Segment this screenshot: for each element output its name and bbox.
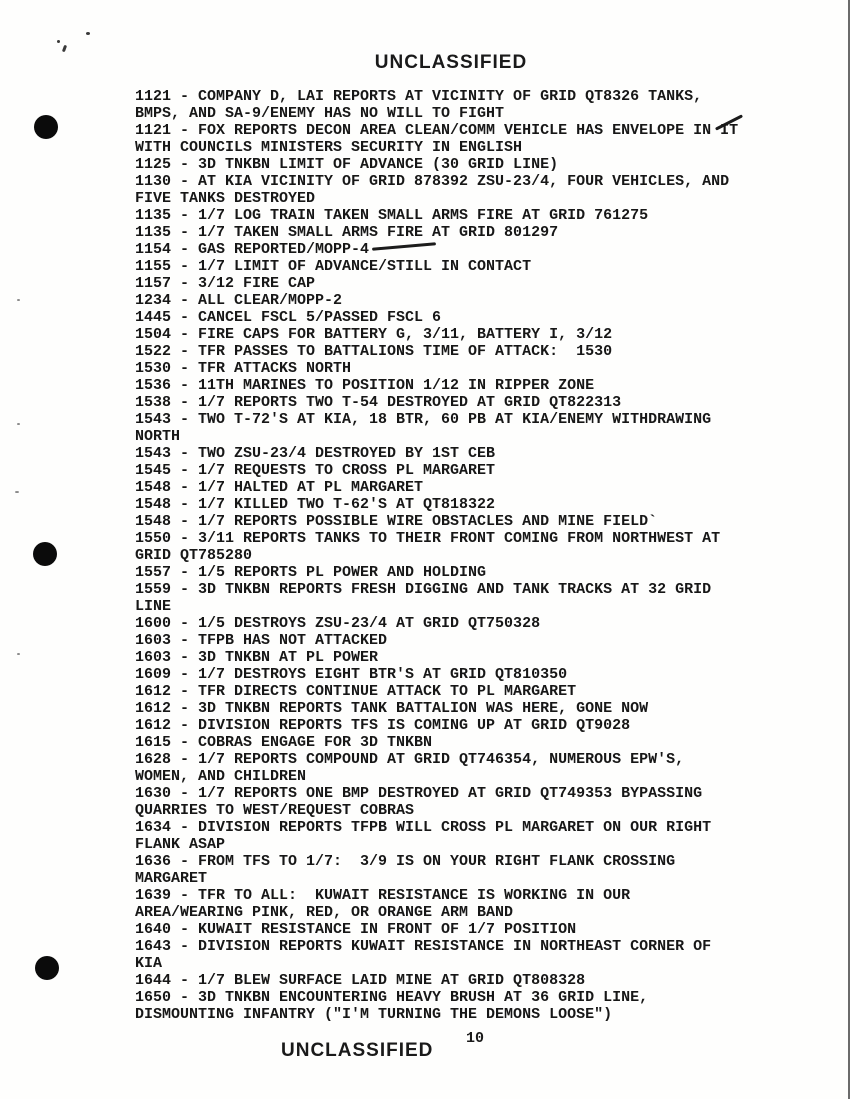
page-number: 10 xyxy=(466,1030,485,1047)
hole-punch-bottom xyxy=(35,956,59,980)
log-entry: 1644 - 1/7 BLEW SURFACE LAID MINE AT GRID QT808328 xyxy=(135,972,586,989)
log-entry: 1550 - 3/11 REPORTS TANKS TO THEIR FRONT COMING FROM NORTHWEST AT GRID QT785280 xyxy=(135,530,730,564)
log-entry: 1543 - TWO ZSU-23/4 DESTROYED BY 1ST CEB xyxy=(135,445,496,462)
log-entry: 1538 - 1/7 REPORTS TWO T-54 DESTROYED AT GRID QT822313 xyxy=(135,394,622,411)
log-entry: 1125 - 3D TNKBN LIMIT OF ADVANCE (30 GRID LINE) xyxy=(135,156,559,173)
log-entry: 1135 - 1/7 TAKEN SMALL ARMS FIRE AT GRID 801297 xyxy=(135,224,559,241)
log-entry: 1650 - 3D TNKBN ENCOUNTERING HEAVY BRUSH AT 36 GRID LINE, DISMOUNTING INFANTRY ("I'M TURNING THE DEMONS LOOSE") xyxy=(135,989,658,1023)
log-entry: 1548 - 1/7 KILLED TWO T-62'S AT QT818322 xyxy=(135,496,496,513)
log-entry: 1612 - TFR DIRECTS CONTINUE ATTACK TO PL MARGARET xyxy=(135,683,577,700)
log-entry: 1234 - ALL CLEAR/MOPP-2 xyxy=(135,292,343,309)
ink-speck xyxy=(57,40,60,43)
log-entry: 1530 - TFR ATTACKS NORTH xyxy=(135,360,352,377)
ink-speck xyxy=(86,32,90,35)
log-entry: 1155 - 1/7 LIMIT OF ADVANCE/STILL IN CONTACT xyxy=(135,258,532,275)
margin-speck xyxy=(15,491,19,493)
log-entry: 1545 - 1/7 REQUESTS TO CROSS PL MARGARET xyxy=(135,462,496,479)
log-entry: 1548 - 1/7 HALTED AT PL MARGARET xyxy=(135,479,424,496)
log-entry: 1543 - TWO T-72'S AT KIA, 18 BTR, 60 PB AT KIA/ENEMY WITHDRAWING NORTH xyxy=(135,411,721,445)
margin-speck xyxy=(17,423,20,425)
log-entry: 1630 - 1/7 REPORTS ONE BMP DESTROYED AT GRID QT749353 BYPASSING QUARRIES TO WEST/REQUEST COBRAS xyxy=(135,785,712,819)
log-entry: 1603 - TFPB HAS NOT ATTACKED xyxy=(135,632,388,649)
log-entry: 1548 - 1/7 REPORTS POSSIBLE WIRE OBSTACLES AND MINE FIELD` xyxy=(135,513,658,530)
margin-speck xyxy=(17,299,20,301)
log-entry: 1615 - COBRAS ENGAGE FOR 3D TNKBN xyxy=(135,734,433,751)
log-entry: 1609 - 1/7 DESTROYS EIGHT BTR'S AT GRID QT810350 xyxy=(135,666,568,683)
margin-speck xyxy=(17,653,20,655)
log-entry: 1640 - KUWAIT RESISTANCE IN FRONT OF 1/7 POSITION xyxy=(135,921,577,938)
log-entry: 1603 - 3D TNKBN AT PL POWER xyxy=(135,649,379,666)
log-entry: 1636 - FROM TFS TO 1/7: 3/9 IS ON YOUR RIGHT FLANK CROSSING MARGARET xyxy=(135,853,685,887)
log-entry: 1135 - 1/7 LOG TRAIN TAKEN SMALL ARMS FIRE AT GRID 761275 xyxy=(135,207,649,224)
log-entry: 1121 - COMPANY D, LAI REPORTS AT VICINITY OF GRID QT8326 TANKS, BMPS, AND SA-9/ENEMY HAS NO WILL TO FIGHT xyxy=(135,88,712,122)
log-entry: 1154 - GAS REPORTED/MOPP-4 xyxy=(135,241,370,258)
log-entry: 1157 - 3/12 FIRE CAP xyxy=(135,275,316,292)
log-entry: 1557 - 1/5 REPORTS PL POWER AND HOLDING xyxy=(135,564,487,581)
hole-punch-top xyxy=(34,115,58,139)
log-entry: 1445 - CANCEL FSCL 5/PASSED FSCL 6 xyxy=(135,309,442,326)
log-entry: 1612 - DIVISION REPORTS TFS IS COMING UP AT GRID QT9028 xyxy=(135,717,631,734)
log-entry: 1130 - AT KIA VICINITY OF GRID 878392 ZSU-23/4, FOUR VEHICLES, AND FIVE TANKS DESTROYED xyxy=(135,173,739,207)
log-entry: 1600 - 1/5 DESTROYS ZSU-23/4 AT GRID QT750328 xyxy=(135,615,541,632)
log-entry: 1121 - FOX REPORTS DECON AREA CLEAN/COMM VEHICLE HAS ENVELOPE IN IT WITH COUNCILS MINISTERS SECURITY IN ENGLISH xyxy=(135,122,748,156)
log-entry: 1634 - DIVISION REPORTS TFPB WILL CROSS PL MARGARET ON OUR RIGHT FLANK ASAP xyxy=(135,819,721,853)
log-entry: 1504 - FIRE CAPS FOR BATTERY G, 3/11, BATTERY I, 3/12 xyxy=(135,326,613,343)
log-entry: 1643 - DIVISION REPORTS KUWAIT RESISTANCE IN NORTHEAST CORNER OF KIA xyxy=(135,938,721,972)
classification-header: UNCLASSIFIED xyxy=(374,52,528,73)
log-entry: 1559 - 3D TNKBN REPORTS FRESH DIGGING AND TANK TRACKS AT 32 GRID LINE xyxy=(135,581,721,615)
log-entry: 1522 - TFR PASSES TO BATTALIONS TIME OF ATTACK: 1530 xyxy=(135,343,613,360)
log-entry: 1536 - 11TH MARINES TO POSITION 1/12 IN RIPPER ZONE xyxy=(135,377,595,394)
log-entries xyxy=(135,88,748,1023)
log-entry: 1612 - 3D TNKBN REPORTS TANK BATTALION WAS HERE, GONE NOW xyxy=(135,700,649,717)
log-entry: 1639 - TFR TO ALL: KUWAIT RESISTANCE IS WORKING IN OUR AREA/WEARING PINK, RED, OR ORANGE ARM BAND xyxy=(135,887,640,921)
hole-punch-middle xyxy=(33,542,57,566)
classification-footer: UNCLASSIFIED xyxy=(281,1040,434,1061)
log-entry: 1628 - 1/7 REPORTS COMPOUND AT GRID QT746354, NUMEROUS EPW'S, WOMEN, AND CHILDREN xyxy=(135,751,694,785)
